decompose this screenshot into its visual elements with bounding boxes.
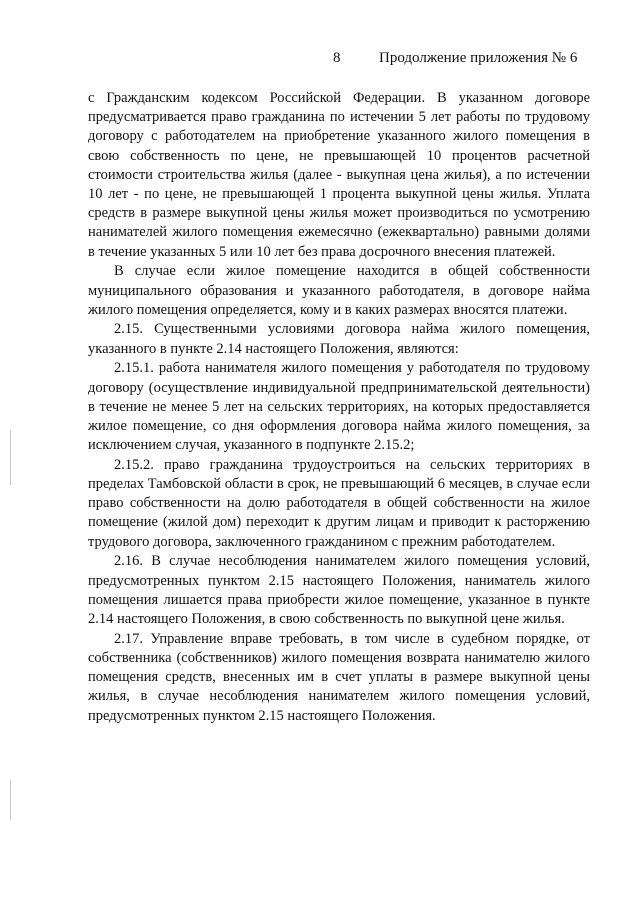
document-body bbox=[88, 89, 590, 726]
paragraph-2-15-2: 2.15.2. право гражданина трудоустроиться на сельских территориях в пределах Тамбовской области в срок, не превышающий 6 месяцев, в случае если право собственности на долю работодателя в общей собственности на жилое помещение (жилой дом) переходит к другим лицам и приводит к расторжению трудового договора, заключенного гражданином с прежним работодателем. bbox=[88, 456, 590, 550]
paragraph-shared-ownership: В случае если жилое помещение находится в общей собственности муниципального образования и указанного работодателя, в договоре найма жилого помещения определяется, кому и в каких размерах вносятся платежи. bbox=[88, 263, 590, 318]
paragraph-2-15: 2.15. Существенными условиями договора найма жилого помещения, указанного в пункте 2.14 настоящего Положения, являются: bbox=[88, 321, 590, 357]
paragraph-contract-terms-continued: с Гражданским кодексом Российской Федерации. В указанном договоре предусматривается право гражданина по истечении 5 лет работы по трудовому договору с работодателем на приобретение указанного жилого помещения в свою собственность по цене, не превышающей 10 процентов расчетной стоимости строительства жилья (далее - выкупная цена жилья), а по истечении 10 лет - по цене, не превышающей 1 процента выкупной цены жилья. Уплата средств в размере выкупной цены жилья может производиться по усмотрению нанимателей жилого помещения ежемесячно (ежеквартально) равными долями в течение указанных 5 или 10 лет без права досрочного внесения платежей. bbox=[88, 90, 590, 260]
appendix-continuation-label: Продолжение приложения № 6 bbox=[379, 50, 578, 66]
paragraph-2-15-1: 2.15.1. работа нанимателя жилого помещения у работодателя по трудовому договору (осуществление индивидуальной предпринимательской деятельности) в течение не менее 5 лет на сельских территориях, на которых предоставляется жилое помещение, со дня оформления договора найма жилого помещения, за исключением случая, указанного в подпункте 2.15.2; bbox=[88, 360, 590, 454]
paragraph-2-16: 2.16. В случае несоблюдения нанимателем жилого помещения условий, предусмотренных пунктом 2.15 настоящего Положения, наниматель жилого помещения лишается права приобрести жилое помещение, указанное в пункте 2.14 настоящего Положения, в свою собственность по выкупной цене жилья. bbox=[88, 553, 590, 627]
page-number: 8 bbox=[333, 50, 341, 66]
page-header bbox=[0, 48, 640, 68]
paragraph-2-17: 2.17. Управление вправе требовать, в том числе в судебном порядке, от собственника (собственников) жилого помещения возврата нанимателю жилого помещения средств, внесенных им в счет уплаты в размере выкупной цены жилья, в случае несоблюдения нанимателем жилого помещения условий, предусмотренных пунктом 2.15 настоящего Положения. bbox=[88, 630, 590, 724]
scan-margin-mark bbox=[10, 780, 11, 820]
scan-margin-mark bbox=[10, 430, 11, 485]
